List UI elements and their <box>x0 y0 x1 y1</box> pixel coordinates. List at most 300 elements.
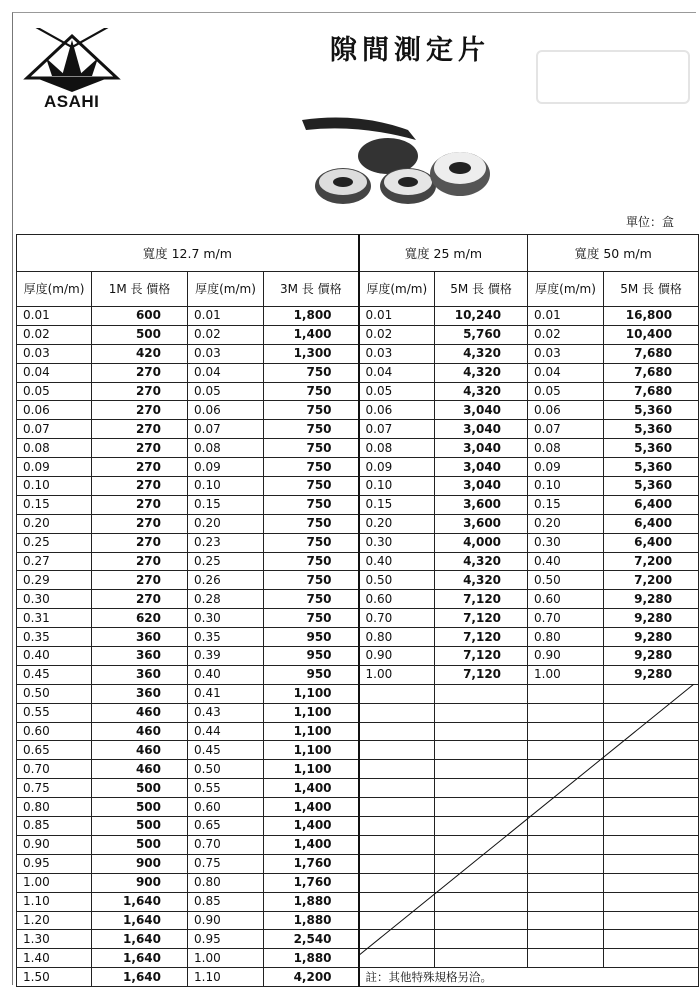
thickness-cell: 0.08 <box>188 439 264 458</box>
price-cell: 270 <box>92 401 188 420</box>
price-cell: 4,320 <box>435 382 528 401</box>
thickness-cell: 0.39 <box>188 647 264 666</box>
price-cell: 1,100 <box>264 722 359 741</box>
table-row <box>17 420 699 439</box>
thickness-cell: 1.10 <box>188 968 264 987</box>
price-cell: 600 <box>92 307 188 326</box>
product-photo <box>298 108 498 218</box>
price-cell: 360 <box>92 665 188 684</box>
price-cell: 7,680 <box>604 382 699 401</box>
thickness-cell: 0.08 <box>359 439 435 458</box>
price-cell: 3,040 <box>435 439 528 458</box>
thickness-cell: 0.85 <box>17 817 92 836</box>
price-cell: 460 <box>92 703 188 722</box>
price-cell: 270 <box>92 458 188 477</box>
price-cell: 270 <box>92 382 188 401</box>
thickness-cell: 0.07 <box>528 420 604 439</box>
thickness-cell: 0.30 <box>17 590 92 609</box>
thickness-cell: 0.15 <box>528 495 604 514</box>
empty-cell <box>528 892 604 911</box>
thickness-cell: 0.25 <box>188 552 264 571</box>
column-header: 5M 長 價格 <box>604 272 699 307</box>
empty-cell <box>435 779 528 798</box>
thickness-cell: 0.08 <box>17 439 92 458</box>
price-cell: 500 <box>92 325 188 344</box>
price-cell: 1,400 <box>264 779 359 798</box>
thickness-cell: 0.03 <box>17 344 92 363</box>
thickness-cell: 0.50 <box>17 684 92 703</box>
thickness-cell: 0.60 <box>359 590 435 609</box>
price-cell: 420 <box>92 344 188 363</box>
price-cell: 1,640 <box>92 911 188 930</box>
empty-cell <box>528 741 604 760</box>
thickness-cell: 0.02 <box>528 325 604 344</box>
price-cell: 1,100 <box>264 684 359 703</box>
price-cell: 4,320 <box>435 552 528 571</box>
table-row <box>17 439 699 458</box>
price-cell: 6,400 <box>604 495 699 514</box>
thickness-cell: 0.41 <box>188 684 264 703</box>
price-cell: 750 <box>264 477 359 496</box>
empty-cell <box>435 760 528 779</box>
table-row <box>17 458 699 477</box>
thickness-cell: 0.05 <box>528 382 604 401</box>
price-cell: 7,680 <box>604 344 699 363</box>
thickness-cell: 0.65 <box>17 741 92 760</box>
price-cell: 270 <box>92 552 188 571</box>
thickness-cell: 0.30 <box>359 533 435 552</box>
thickness-cell: 1.40 <box>17 949 92 968</box>
empty-cell <box>604 854 699 873</box>
price-cell: 5,360 <box>604 458 699 477</box>
price-cell: 7,120 <box>435 590 528 609</box>
thickness-cell: 0.04 <box>17 363 92 382</box>
table-row <box>17 401 699 420</box>
price-cell: 1,760 <box>264 873 359 892</box>
price-cell: 1,640 <box>92 968 188 987</box>
table-row <box>17 382 699 401</box>
table-row <box>17 892 699 911</box>
thickness-cell: 1.10 <box>17 892 92 911</box>
thickness-cell: 0.15 <box>17 495 92 514</box>
empty-cell <box>359 741 435 760</box>
thickness-cell: 0.04 <box>359 363 435 382</box>
empty-cell <box>528 835 604 854</box>
thickness-cell: 0.95 <box>17 854 92 873</box>
column-header: 厚度(m/m) <box>359 272 435 307</box>
empty-cell <box>435 949 528 968</box>
empty-cell <box>604 949 699 968</box>
thickness-cell: 0.90 <box>359 647 435 666</box>
thickness-cell: 0.50 <box>188 760 264 779</box>
price-cell: 9,280 <box>604 590 699 609</box>
thickness-cell: 0.55 <box>17 703 92 722</box>
thickness-cell: 0.40 <box>17 647 92 666</box>
column-header: 1M 長 價格 <box>92 272 188 307</box>
price-cell: 500 <box>92 817 188 836</box>
thickness-cell: 0.02 <box>188 325 264 344</box>
empty-cell <box>528 684 604 703</box>
thickness-cell: 0.40 <box>359 552 435 571</box>
table-row <box>17 647 699 666</box>
price-cell: 1,100 <box>264 741 359 760</box>
logo-text: ASAHI <box>44 92 100 111</box>
price-cell: 750 <box>264 363 359 382</box>
empty-cell <box>528 779 604 798</box>
thickness-cell: 0.03 <box>528 344 604 363</box>
empty-cell <box>528 930 604 949</box>
price-cell: 1,640 <box>92 930 188 949</box>
empty-cell <box>604 741 699 760</box>
empty-cell <box>435 911 528 930</box>
empty-cell <box>435 930 528 949</box>
thickness-cell: 0.40 <box>188 665 264 684</box>
empty-cell <box>359 703 435 722</box>
thickness-cell: 0.20 <box>359 514 435 533</box>
empty-cell <box>435 854 528 873</box>
price-cell: 1,400 <box>264 817 359 836</box>
price-cell: 620 <box>92 609 188 628</box>
price-cell: 5,360 <box>604 420 699 439</box>
price-cell: 750 <box>264 590 359 609</box>
price-cell: 7,200 <box>604 552 699 571</box>
price-cell: 750 <box>264 420 359 439</box>
price-cell: 1,800 <box>264 307 359 326</box>
price-cell: 7,120 <box>435 647 528 666</box>
table-row <box>17 514 699 533</box>
thickness-cell: 0.75 <box>17 779 92 798</box>
empty-cell <box>435 873 528 892</box>
table-row <box>17 684 699 703</box>
group-header-12-7: 寬度 12.7 m/m <box>17 235 359 272</box>
thickness-cell: 0.05 <box>188 382 264 401</box>
price-cell: 1,100 <box>264 760 359 779</box>
empty-cell <box>604 684 699 703</box>
table-row <box>17 968 699 987</box>
price-cell: 270 <box>92 495 188 514</box>
price-cell: 3,040 <box>435 401 528 420</box>
price-cell: 7,120 <box>435 609 528 628</box>
empty-cell <box>528 854 604 873</box>
empty-cell <box>604 760 699 779</box>
price-cell: 750 <box>264 571 359 590</box>
thickness-cell: 0.20 <box>17 514 92 533</box>
price-cell: 270 <box>92 477 188 496</box>
thickness-cell: 0.01 <box>359 307 435 326</box>
table-row <box>17 873 699 892</box>
background-stamp <box>536 50 690 104</box>
thickness-cell: 0.60 <box>17 722 92 741</box>
thickness-cell: 1.00 <box>188 949 264 968</box>
price-cell: 500 <box>92 835 188 854</box>
thickness-cell: 0.07 <box>188 420 264 439</box>
price-cell: 9,280 <box>604 628 699 647</box>
thickness-cell: 0.15 <box>188 495 264 514</box>
thickness-cell: 1.30 <box>17 930 92 949</box>
table-row <box>17 722 699 741</box>
table-row <box>17 609 699 628</box>
price-cell: 4,000 <box>435 533 528 552</box>
thickness-cell: 0.09 <box>17 458 92 477</box>
table-body <box>17 307 699 987</box>
thickness-cell: 0.25 <box>17 533 92 552</box>
price-cell: 460 <box>92 722 188 741</box>
empty-cell <box>528 722 604 741</box>
price-cell: 750 <box>264 609 359 628</box>
table-row <box>17 363 699 382</box>
empty-cell <box>435 684 528 703</box>
price-cell: 1,640 <box>92 892 188 911</box>
price-cell: 270 <box>92 514 188 533</box>
table-row <box>17 703 699 722</box>
page-title: 隙間測定片 <box>330 35 490 66</box>
price-cell: 1,880 <box>264 949 359 968</box>
thickness-cell: 1.00 <box>528 665 604 684</box>
price-cell: 270 <box>92 420 188 439</box>
price-cell: 5,360 <box>604 439 699 458</box>
group-header-25: 寬度 25 m/m <box>359 235 528 272</box>
thickness-cell: 0.06 <box>528 401 604 420</box>
table-row <box>17 344 699 363</box>
thickness-cell: 0.70 <box>188 835 264 854</box>
empty-cell <box>435 703 528 722</box>
thickness-cell: 0.30 <box>528 533 604 552</box>
price-cell: 1,880 <box>264 892 359 911</box>
price-cell: 1,400 <box>264 325 359 344</box>
thickness-cell: 0.70 <box>359 609 435 628</box>
empty-cell <box>359 760 435 779</box>
thickness-cell: 0.05 <box>359 382 435 401</box>
thickness-cell: 0.27 <box>17 552 92 571</box>
thickness-cell: 0.01 <box>528 307 604 326</box>
thickness-cell: 0.06 <box>359 401 435 420</box>
table-row <box>17 495 699 514</box>
table-row <box>17 949 699 968</box>
empty-cell <box>528 760 604 779</box>
thickness-cell: 0.10 <box>17 477 92 496</box>
price-cell: 4,200 <box>264 968 359 987</box>
thickness-cell: 0.02 <box>17 325 92 344</box>
price-cell: 750 <box>264 495 359 514</box>
thickness-cell: 0.35 <box>188 628 264 647</box>
thickness-cell: 0.06 <box>17 401 92 420</box>
price-cell: 3,040 <box>435 458 528 477</box>
thickness-cell: 0.43 <box>188 703 264 722</box>
thickness-cell: 0.07 <box>17 420 92 439</box>
empty-cell <box>604 835 699 854</box>
empty-cell <box>528 873 604 892</box>
thickness-cell: 0.50 <box>359 571 435 590</box>
price-cell: 6,400 <box>604 514 699 533</box>
empty-cell <box>359 779 435 798</box>
thickness-cell: 0.10 <box>528 477 604 496</box>
thickness-cell: 0.95 <box>188 930 264 949</box>
price-cell: 750 <box>264 439 359 458</box>
column-header: 厚度(m/m) <box>528 272 604 307</box>
thickness-cell: 0.60 <box>528 590 604 609</box>
price-cell: 1,300 <box>264 344 359 363</box>
price-cell: 750 <box>264 514 359 533</box>
empty-cell <box>604 930 699 949</box>
price-cell: 360 <box>92 628 188 647</box>
price-cell: 9,280 <box>604 665 699 684</box>
thickness-cell: 0.55 <box>188 779 264 798</box>
empty-cell <box>435 798 528 817</box>
table-row <box>17 325 699 344</box>
column-header: 厚度(m/m) <box>17 272 92 307</box>
footnote: 註：其他特殊規格另洽。 <box>359 968 699 987</box>
empty-cell <box>604 722 699 741</box>
column-header: 厚度(m/m) <box>188 272 264 307</box>
thickness-cell: 1.00 <box>17 873 92 892</box>
thickness-cell: 0.29 <box>17 571 92 590</box>
thickness-cell: 0.02 <box>359 325 435 344</box>
table-row <box>17 911 699 930</box>
table-row <box>17 760 699 779</box>
price-cell: 4,320 <box>435 344 528 363</box>
thickness-cell: 0.75 <box>188 854 264 873</box>
empty-cell <box>359 684 435 703</box>
price-cell: 270 <box>92 533 188 552</box>
price-cell: 6,400 <box>604 533 699 552</box>
thickness-cell: 0.90 <box>188 911 264 930</box>
table-row <box>17 571 699 590</box>
price-cell: 500 <box>92 779 188 798</box>
price-cell: 10,400 <box>604 325 699 344</box>
price-cell: 360 <box>92 684 188 703</box>
price-cell: 4,320 <box>435 363 528 382</box>
price-cell: 1,400 <box>264 835 359 854</box>
thickness-cell: 0.90 <box>17 835 92 854</box>
thickness-cell: 0.10 <box>359 477 435 496</box>
price-cell: 750 <box>264 552 359 571</box>
empty-cell <box>528 817 604 836</box>
table-row <box>17 665 699 684</box>
empty-cell <box>604 798 699 817</box>
price-cell: 7,680 <box>604 363 699 382</box>
price-cell: 500 <box>92 798 188 817</box>
thickness-cell: 0.44 <box>188 722 264 741</box>
thickness-cell: 0.01 <box>17 307 92 326</box>
price-cell: 1,100 <box>264 703 359 722</box>
thickness-cell: 0.01 <box>188 307 264 326</box>
table-row <box>17 817 699 836</box>
empty-cell <box>359 854 435 873</box>
empty-cell <box>528 949 604 968</box>
thickness-cell: 0.50 <box>528 571 604 590</box>
price-cell: 4,320 <box>435 571 528 590</box>
empty-cell <box>604 817 699 836</box>
empty-cell <box>528 911 604 930</box>
empty-cell <box>435 741 528 760</box>
column-header: 5M 長 價格 <box>435 272 528 307</box>
empty-cell <box>359 835 435 854</box>
thickness-cell: 0.03 <box>359 344 435 363</box>
price-cell: 9,280 <box>604 609 699 628</box>
empty-cell <box>604 779 699 798</box>
empty-cell <box>528 703 604 722</box>
thickness-cell: 1.00 <box>359 665 435 684</box>
thickness-cell: 0.08 <box>528 439 604 458</box>
empty-cell <box>359 949 435 968</box>
empty-cell <box>359 722 435 741</box>
table-row <box>17 779 699 798</box>
price-cell: 5,360 <box>604 477 699 496</box>
price-cell: 1,640 <box>92 949 188 968</box>
table-row <box>17 533 699 552</box>
price-cell: 750 <box>264 382 359 401</box>
empty-cell <box>435 722 528 741</box>
thickness-cell: 0.09 <box>528 458 604 477</box>
thickness-cell: 0.40 <box>528 552 604 571</box>
group-header-50: 寬度 50 m/m <box>528 235 699 272</box>
empty-cell <box>359 798 435 817</box>
unit-label: 單位：盒 <box>626 215 675 229</box>
price-cell: 360 <box>92 647 188 666</box>
thickness-cell: 0.85 <box>188 892 264 911</box>
empty-cell <box>528 798 604 817</box>
price-cell: 270 <box>92 439 188 458</box>
price-cell: 750 <box>264 401 359 420</box>
thickness-cell: 0.28 <box>188 590 264 609</box>
price-cell: 7,200 <box>604 571 699 590</box>
price-cell: 5,760 <box>435 325 528 344</box>
price-cell: 750 <box>264 533 359 552</box>
empty-cell <box>604 873 699 892</box>
table-row <box>17 741 699 760</box>
table-row <box>17 628 699 647</box>
thickness-cell: 0.20 <box>528 514 604 533</box>
table-row <box>17 477 699 496</box>
thickness-cell: 0.60 <box>188 798 264 817</box>
thickness-cell: 0.04 <box>188 363 264 382</box>
empty-cell <box>359 892 435 911</box>
thickness-cell: 0.45 <box>188 741 264 760</box>
thickness-cell: 0.80 <box>188 873 264 892</box>
thickness-cell: 0.09 <box>188 458 264 477</box>
price-cell: 3,040 <box>435 420 528 439</box>
thickness-cell: 1.20 <box>17 911 92 930</box>
thickness-cell: 0.09 <box>359 458 435 477</box>
thickness-cell: 0.20 <box>188 514 264 533</box>
price-cell: 270 <box>92 571 188 590</box>
table-row <box>17 307 699 326</box>
thickness-cell: 0.90 <box>528 647 604 666</box>
empty-cell <box>435 817 528 836</box>
price-cell: 16,800 <box>604 307 699 326</box>
empty-cell <box>604 911 699 930</box>
table-row <box>17 835 699 854</box>
thickness-cell: 0.65 <box>188 817 264 836</box>
price-cell: 270 <box>92 590 188 609</box>
thickness-cell: 0.15 <box>359 495 435 514</box>
price-cell: 2,540 <box>264 930 359 949</box>
price-cell: 3,600 <box>435 495 528 514</box>
price-table <box>16 234 699 987</box>
price-cell: 900 <box>92 854 188 873</box>
price-cell: 750 <box>264 458 359 477</box>
thickness-cell: 0.70 <box>17 760 92 779</box>
price-cell: 270 <box>92 363 188 382</box>
price-cell: 950 <box>264 628 359 647</box>
table-row <box>17 854 699 873</box>
thickness-cell: 0.23 <box>188 533 264 552</box>
thickness-cell: 0.26 <box>188 571 264 590</box>
empty-cell <box>359 817 435 836</box>
empty-cell <box>435 835 528 854</box>
price-cell: 900 <box>92 873 188 892</box>
price-cell: 1,880 <box>264 911 359 930</box>
